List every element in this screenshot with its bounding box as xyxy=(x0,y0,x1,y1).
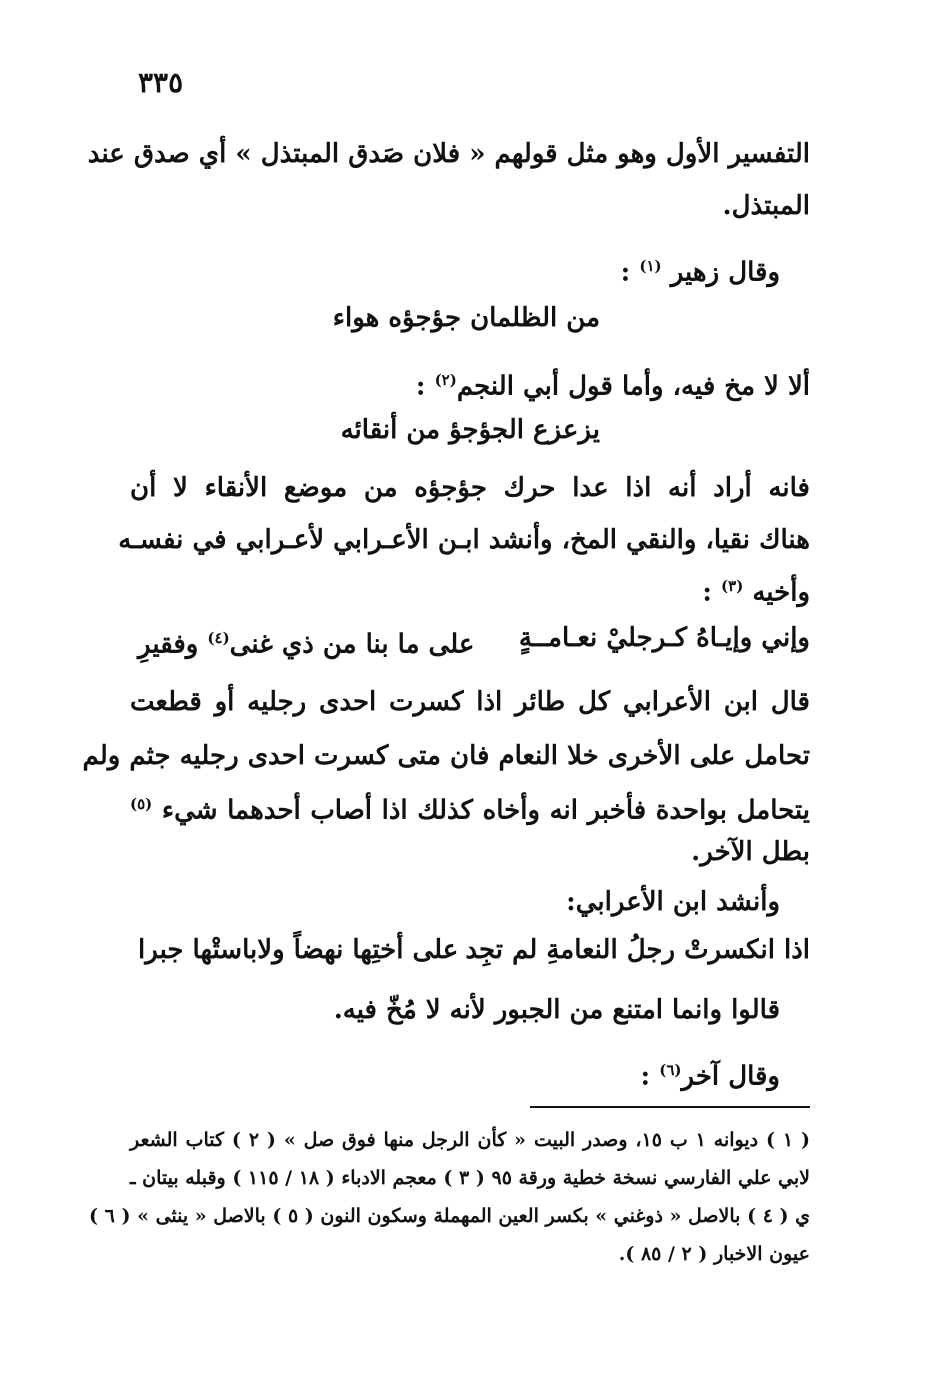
verse-4-first-hemistich: اذا انكسرتْ رجلُ النعامةِ لم تجِد xyxy=(465,935,810,965)
footnote-ref-2: (٢) xyxy=(434,371,457,389)
footnote-line-2: لابي علي الفارسي نسخة خطية ورقة ٩٥ ( ٣ ) معجم الادباء ( ١٨ / ١١٥ ) وقبله بيتان ـ xyxy=(129,1167,810,1189)
text-line-9 xyxy=(702,566,810,606)
line-13-text: يتحامل بواحدة فأخبر انه وأخاه كذلك اذا أصاب أحدهما شيء xyxy=(161,795,810,826)
line-18-colon: : xyxy=(640,1061,651,1092)
text-line-1: التفسير الأول وهو مثل قولهم « فلان صَدق المبتذل » أي صدق عند xyxy=(87,139,810,169)
verse-line-2: يزعزع الجؤجؤ من أنقائه xyxy=(340,415,600,445)
verse-3-text: على ما بنا من ذي غنى xyxy=(229,629,475,660)
text-line-8: هناك نقيا، والنقي المخ، وأنشد ابـن الأعـرابي لأعـرابي في نفسـه xyxy=(118,525,810,555)
text-line-3 xyxy=(621,246,780,286)
text-line-11: قال ابن الأعرابي كل طائر اذا كسرت احدى رجليه أو قطعت xyxy=(130,687,810,717)
footnote-ref-1: (١) xyxy=(639,257,662,275)
footnote-ref-4: (٤) xyxy=(207,629,230,647)
verse-3-first-hemistich: وإني وإيـاهُ كـرجليْ نعـامــةٍ xyxy=(518,623,810,653)
text-line-12: تحامل على الأخرى خلا النعام فان متى كسرت احدى رجليه جثم ولم xyxy=(82,741,810,771)
line-3-text: وقال زهير xyxy=(670,257,780,288)
verse-line-1: من الظلمان جؤجؤه هواء xyxy=(332,303,600,333)
footnote-ref-5: (٥) xyxy=(130,795,153,813)
footnote-line-3: ي ( ٤ ) بالاصل « ذوغني » بكسر العين المهملة وسكون النون ( ٥ ) بالاصل « ينثى » ( ٦ ) xyxy=(89,1205,810,1227)
text-line-15: وأنشد ابن الأعرابي: xyxy=(566,887,780,917)
verse-line-3 xyxy=(0,618,940,658)
text-line-17: قالوا وانما امتنع من الجبور لأنه لا مُخّ فيه. xyxy=(333,995,780,1025)
footnote-ref-3: (٣) xyxy=(721,577,744,595)
footnote-line-4: عيون الاخبار ( ٢ / ٨٥ ). xyxy=(618,1243,810,1265)
line-9-colon: : xyxy=(702,577,712,608)
line-9-text: وأخيه xyxy=(752,577,810,608)
text-line-2: المبتذل. xyxy=(722,191,810,221)
line-5-text: ألا لا مخ فيه، وأما قول أبي النجم xyxy=(456,371,810,402)
footnote-separator xyxy=(530,1106,810,1108)
line-18-text: وقال آخر xyxy=(681,1061,780,1092)
verse-3-end: وفقيرِ xyxy=(138,629,199,660)
verse-3-second-hemistich xyxy=(138,618,474,665)
verse-line-4 xyxy=(0,930,940,970)
footnote-line-1: ( ١ ) ديوانه ١ ب ١٥، وصدر البيت « كأن الرجل منها فوق صل » ( ٢ ) كتاب الشعر xyxy=(130,1129,810,1151)
verse-4-second-hemistich: على أختِها نهضاً ولاباستْها جبرا xyxy=(138,935,459,965)
text-line-14: بطل الآخر. xyxy=(691,837,810,867)
text-line-5 xyxy=(416,360,810,400)
line-3-colon: : xyxy=(620,257,631,288)
text-line-13 xyxy=(130,784,810,824)
line-5-colon: : xyxy=(415,371,426,402)
page-number: ٣٣٥ xyxy=(138,66,184,99)
text-line-18 xyxy=(641,1050,780,1090)
footnote-ref-6: (٦) xyxy=(659,1061,682,1079)
text-line-7: فانه أراد أنه اذا عدا حرك جؤجؤه من موضع الأنقاء لا أن xyxy=(130,473,810,503)
